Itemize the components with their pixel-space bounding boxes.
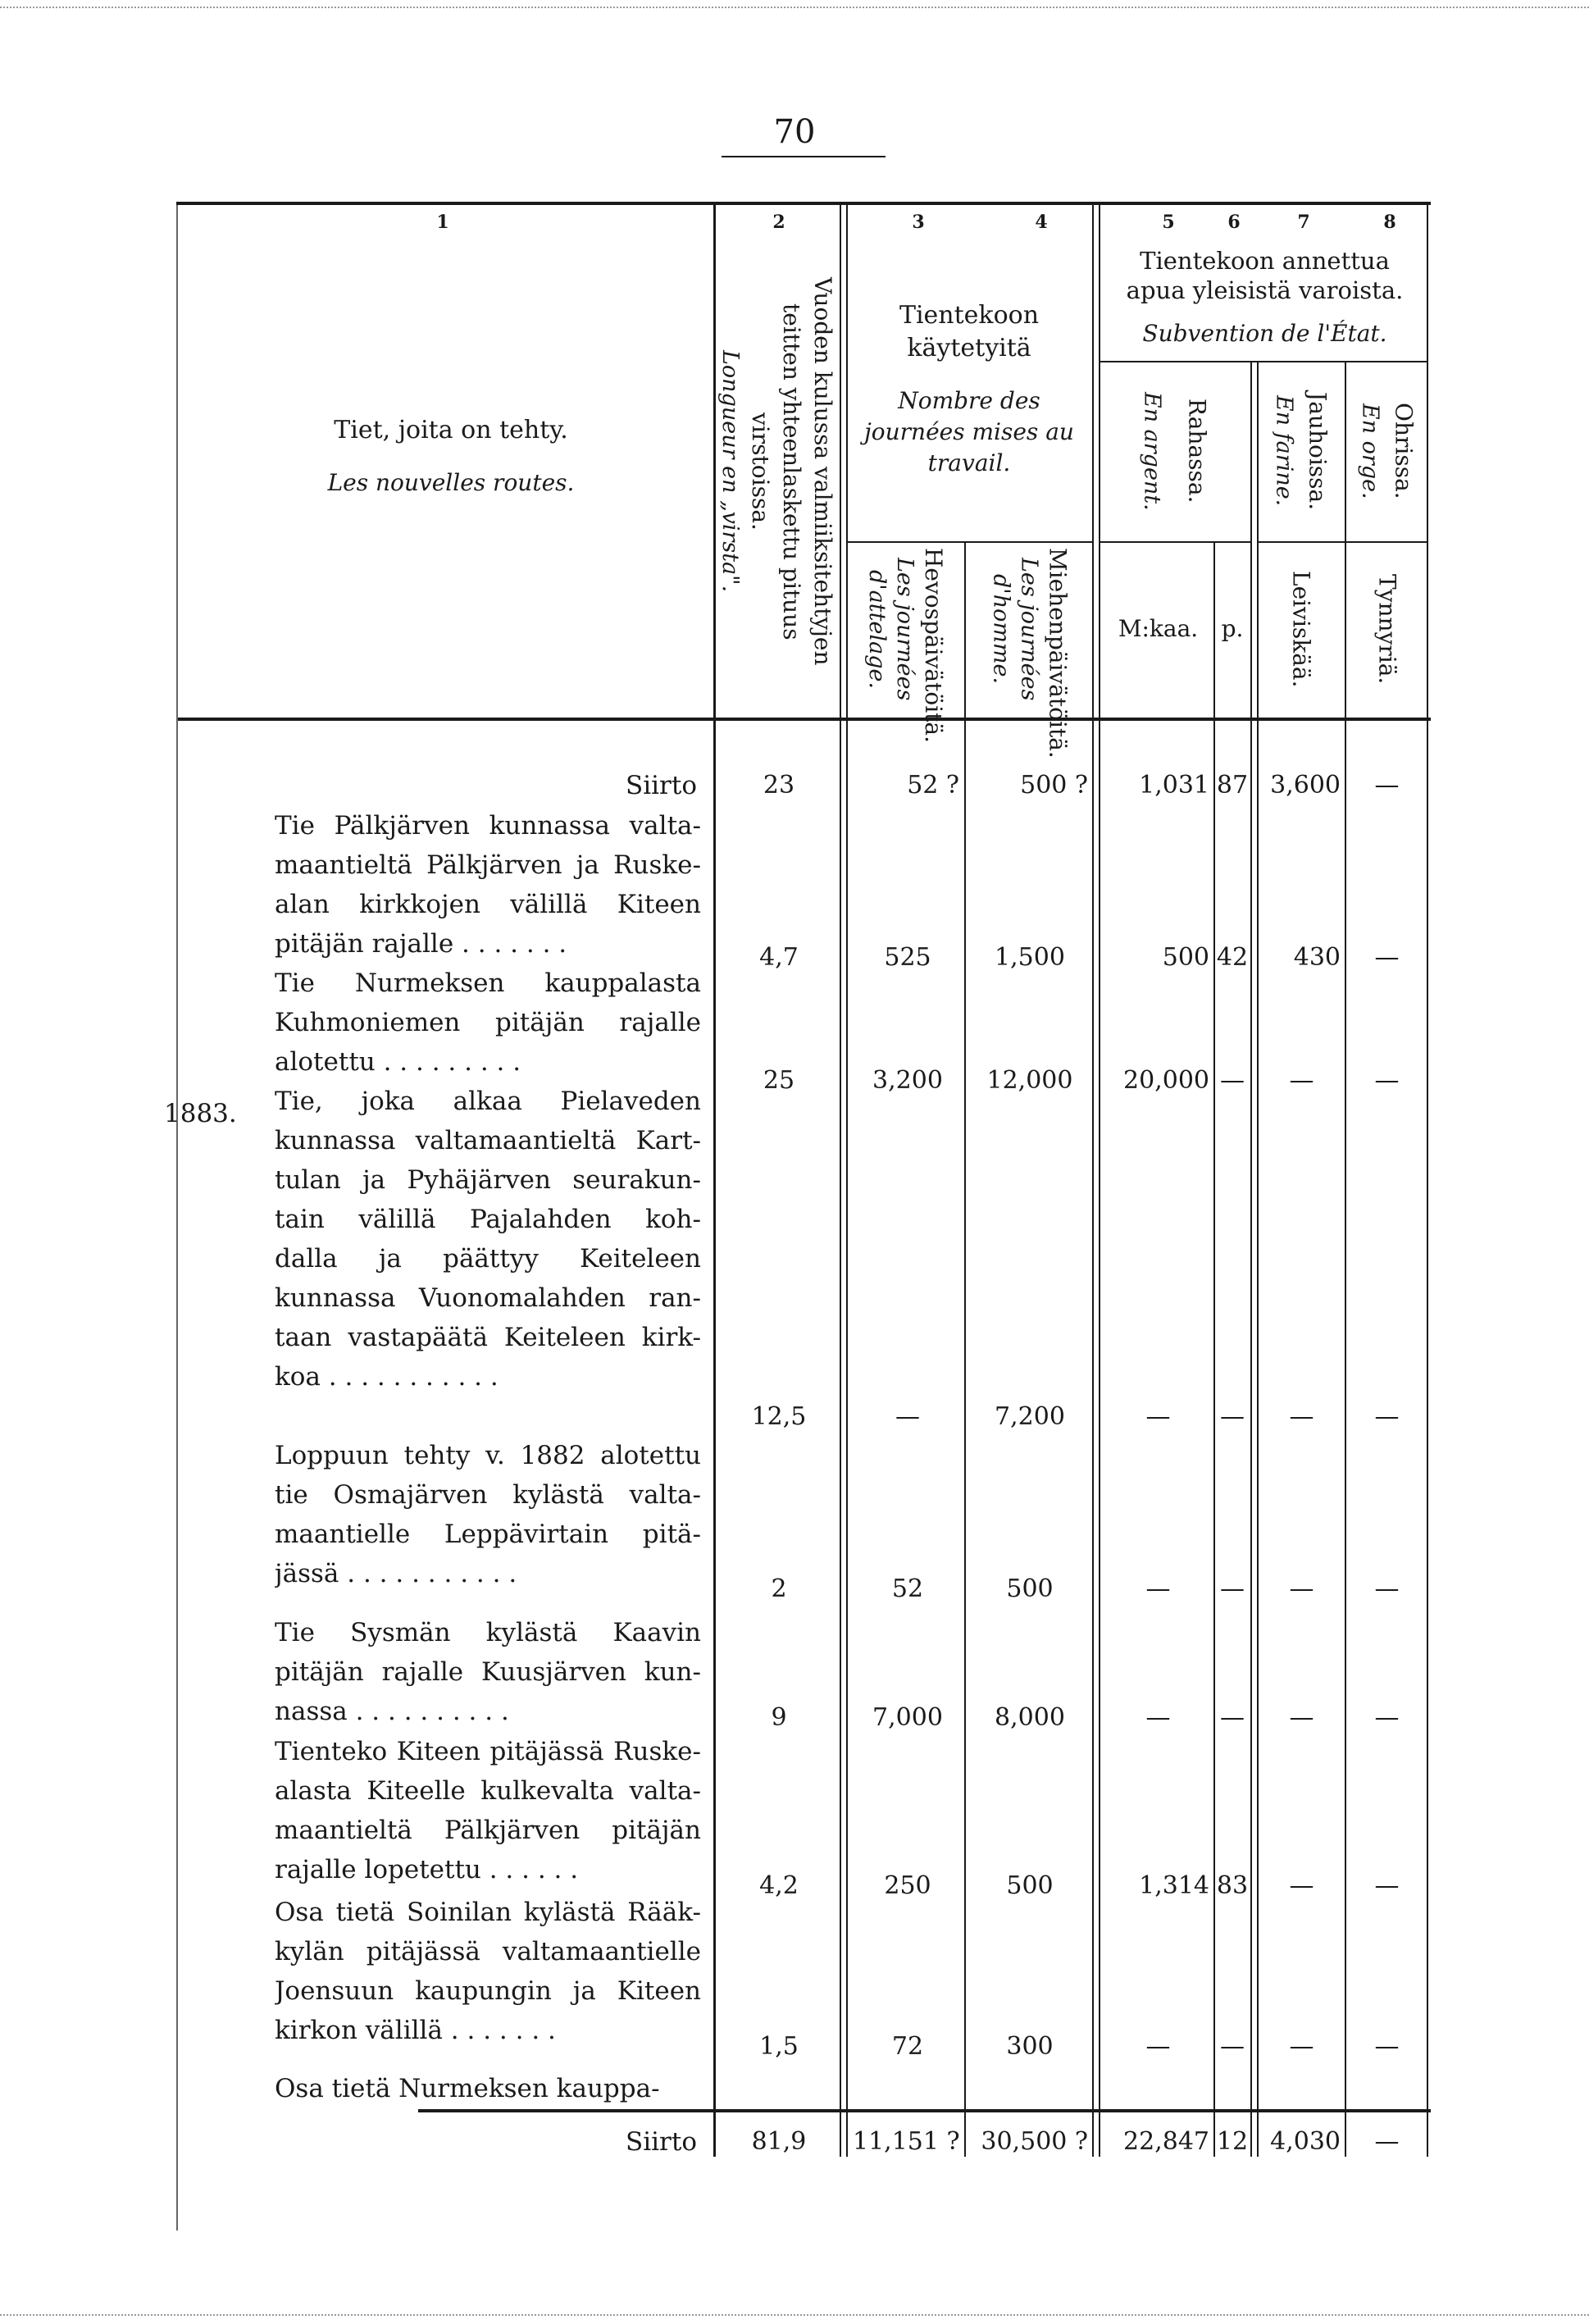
row-7-c6: — xyxy=(1220,2032,1245,2061)
col8-title: Ohrissa. xyxy=(1390,403,1418,499)
row-5-line: pitäjän rajalle Kuusjärven kun- xyxy=(275,1657,701,1687)
col56-title: Rahassa. xyxy=(1183,399,1211,504)
col56-title-fr: En argent. xyxy=(1139,391,1165,511)
row-1-line: pitäjän rajalle . . . . . . . xyxy=(275,929,567,959)
row-1-c7: 430 xyxy=(1293,943,1341,972)
row-4-line: jässä . . . . . . . . . . . xyxy=(275,1559,517,1588)
row-5-c5: — xyxy=(1145,1703,1171,1732)
table-left-edge xyxy=(176,205,178,2231)
col5-unit: M:kaa. xyxy=(1118,615,1199,642)
row-2-c4: 12,000 xyxy=(986,1066,1073,1095)
row-5-c3: 7,000 xyxy=(872,1703,943,1732)
siirto-top-c8: — xyxy=(1374,771,1400,800)
col7-title: Jauhoissa. xyxy=(1304,391,1332,511)
row-6-c7: — xyxy=(1289,1871,1314,1900)
col-number-1: 1 xyxy=(436,212,449,233)
row-1-c6: 42 xyxy=(1216,943,1249,972)
row-1-c2: 4,7 xyxy=(759,943,799,972)
row-7-c2: 1,5 xyxy=(759,2032,799,2061)
col-divider-7-8 xyxy=(1345,361,1346,2157)
row-1-line: alan kirkkojen välillä Kiteen xyxy=(275,890,701,919)
row-3-c3: — xyxy=(895,1402,920,1431)
row-5-line: nassa . . . . . . . . . . xyxy=(275,1697,509,1726)
row-4-c7: — xyxy=(1289,1574,1314,1603)
row-7-description xyxy=(275,1893,701,2050)
col-number-3: 3 xyxy=(912,212,925,233)
siirto-bottom-label: Siirto xyxy=(625,2127,697,2157)
row-4-description xyxy=(275,1436,701,1593)
scan-edge-top xyxy=(0,7,1589,8)
col-number-7: 7 xyxy=(1297,212,1310,233)
table-top-rule xyxy=(176,202,1431,205)
siirto-bottom-c2: 81,9 xyxy=(751,2127,807,2156)
col-divider-6-7a xyxy=(1250,361,1252,2157)
row-3-description xyxy=(275,1082,701,1397)
row-2-c7: — xyxy=(1289,1066,1314,1095)
row-8-description xyxy=(275,2069,701,2108)
col2-title-fr: Longueur en „virsta". xyxy=(717,350,743,593)
scan-edge-bottom xyxy=(0,2314,1589,2316)
row-7-c5: — xyxy=(1145,2032,1171,2061)
col1-title-fr: Les nouvelles routes. xyxy=(327,469,575,496)
col8-unit-wrap xyxy=(1347,545,1427,713)
row-6-line: alasta Kiteelle kulkevalta valta- xyxy=(275,1776,701,1806)
col1-title: Tiet, joita on tehty. xyxy=(334,416,568,444)
row-3-c7: — xyxy=(1289,1402,1314,1431)
col-divider-2-3b xyxy=(846,205,848,2157)
col2-title-line3: virstoissa. xyxy=(747,412,774,531)
row-4-line: tie Osmajärven kylästä valta- xyxy=(275,1480,701,1510)
col8-header xyxy=(1347,365,1427,537)
col2-title-line1: Vuoden kulussa valmiiksitehtyjen xyxy=(809,277,836,666)
row-7-line: Joensuun kaupungin ja Kiteen xyxy=(275,1976,701,2006)
col34-title: Tientekoon käytetyitä xyxy=(899,301,1040,362)
row-1-c3: 525 xyxy=(884,943,931,972)
col6-unit: p. xyxy=(1221,615,1244,642)
row-3-year: 1883. xyxy=(164,1099,237,1128)
row-7-line: kylän pitäjässä valtamaantielle xyxy=(275,1937,701,1966)
row-4-c3: 52 xyxy=(891,1574,924,1603)
col3-title-fr: Les journées d'attelage. xyxy=(864,558,917,701)
siirto-top-c5: 1,031 xyxy=(1139,771,1209,800)
col7-8-sub-rule xyxy=(1257,541,1427,543)
row-5-description xyxy=(275,1613,701,1731)
col8-title-fr: En orge. xyxy=(1357,403,1383,499)
row-2-c6: — xyxy=(1220,1066,1245,1095)
row-4-c4: 500 xyxy=(1006,1574,1054,1603)
col-number-4: 4 xyxy=(1035,212,1048,233)
siirto-bottom-c7: 4,030 xyxy=(1270,2127,1341,2156)
row-7-c8: — xyxy=(1374,2032,1400,2061)
col8-unit: Tynnyriä. xyxy=(1373,574,1401,685)
row-3-c6: — xyxy=(1220,1402,1245,1431)
row-3-line: kunnassa valtamaantieltä Kart- xyxy=(275,1126,701,1155)
col-divider-2-3a xyxy=(840,205,841,2157)
col3-header xyxy=(846,545,964,743)
siirto-top-c3: 52 ? xyxy=(907,771,959,800)
row-2-line: Kuhmoniemen pitäjän rajalle xyxy=(275,1008,701,1037)
row-1-c4: 1,500 xyxy=(995,943,1065,972)
row-3-line: tulan ja Pyhäjärven seurakun- xyxy=(275,1165,701,1195)
row-7-c7: — xyxy=(1289,2032,1314,2061)
siirto-top-c7: 3,600 xyxy=(1270,771,1341,800)
row-3-c4: 7,200 xyxy=(995,1402,1065,1431)
row-3-line: dalla ja päättyy Keiteleen xyxy=(275,1244,701,1274)
row-1-line: Tie Pälkjärven kunnassa valta- xyxy=(275,811,701,841)
col7-title-fr: En farine. xyxy=(1271,395,1297,507)
row-4-c8: — xyxy=(1374,1574,1400,1603)
row-3-c2: 12,5 xyxy=(751,1402,807,1431)
row-3-line: kunnassa Vuonomalahden ran- xyxy=(275,1283,701,1313)
row-1-line: maantieltä Pälkjärven ja Ruske- xyxy=(275,850,701,880)
row-2-description xyxy=(275,964,701,1082)
header-bottom-rule xyxy=(176,718,1431,721)
siirto-top-c6: 87 xyxy=(1216,771,1249,800)
col3-4-sub-rule xyxy=(846,541,1092,543)
row-7-line: kirkon välillä . . . . . . . xyxy=(275,2016,556,2045)
siirto-bottom-c5: 22,847 xyxy=(1123,2127,1209,2156)
row-2-c8: — xyxy=(1374,1066,1400,1095)
col4-header xyxy=(967,545,1092,759)
row-7-line: Osa tietä Soinilan kylästä Rääk- xyxy=(275,1898,701,1927)
col5to8-title-fr: Subvention de l'État. xyxy=(1142,320,1387,347)
col2-title-line2: teitten yhteenlaskettu pituus xyxy=(778,303,805,640)
row-2-line: alotettu . . . . . . . . . xyxy=(275,1047,521,1077)
row-5-c7: — xyxy=(1289,1703,1314,1732)
row-7-c3: 72 xyxy=(891,2032,924,2061)
row-4-c2: 2 xyxy=(771,1574,787,1603)
row-4-line: maantielle Leppävirtain pitä- xyxy=(275,1520,701,1549)
row-2-c3: 3,200 xyxy=(872,1066,943,1095)
row-4-c5: — xyxy=(1145,1574,1171,1603)
row-6-c4: 500 xyxy=(1006,1871,1054,1900)
col5-6-sub-rule xyxy=(1099,541,1250,543)
row-7-c4: 300 xyxy=(1006,2032,1054,2061)
siirto-top-c4: 500 ? xyxy=(1020,771,1088,800)
col-number-5: 5 xyxy=(1162,212,1175,233)
row-5-line: Tie Sysmän kylästä Kaavin xyxy=(275,1618,701,1647)
col34-title-fr: Nombre des journées mises au travail. xyxy=(864,387,1074,476)
table-bottom-rule xyxy=(418,2109,1431,2112)
col-number-6: 6 xyxy=(1227,212,1241,233)
col-number-8: 8 xyxy=(1383,212,1396,233)
row-6-c2: 4,2 xyxy=(759,1871,799,1900)
row-6-c5: 1,314 xyxy=(1139,1871,1209,1900)
row-5-c4: 8,000 xyxy=(995,1703,1065,1732)
siirto-top-c2: 23 xyxy=(763,771,795,800)
row-6-line: maantieltä Pälkjärven pitäjän xyxy=(275,1816,701,1845)
siirto-bottom-c3: 11,151 ? xyxy=(853,2127,960,2156)
row-6-description xyxy=(275,1732,701,1889)
row-5-c6: — xyxy=(1220,1703,1245,1732)
row-1-c5: 500 xyxy=(1162,943,1209,972)
row-3-line: tain välillä Pajalahden koh- xyxy=(275,1205,701,1234)
row-1-c8: — xyxy=(1374,943,1400,972)
col4-title-fr: Les journées d'homme. xyxy=(988,558,1042,701)
row-5-c2: 9 xyxy=(771,1703,787,1732)
row-3-c5: — xyxy=(1145,1402,1171,1431)
col5to8-title: Tientekoon annettua apua yleisistä varoista. xyxy=(1126,247,1404,304)
row-6-line: Tienteko Kiteen pitäjässä Ruske- xyxy=(275,1737,701,1766)
col2-header xyxy=(713,230,840,713)
siirto-bottom-c8: — xyxy=(1374,2127,1400,2156)
row-6-c6: 83 xyxy=(1216,1871,1249,1900)
row-4-line: Loppuun tehty v. 1882 alotettu xyxy=(275,1441,701,1470)
col-divider-4-5a xyxy=(1092,205,1094,2157)
col-number-2: 2 xyxy=(772,212,785,233)
row-4-c6: — xyxy=(1220,1574,1245,1603)
col3-title: Hevospäivätöitä. xyxy=(920,547,947,743)
col4-title: Miehenpäivätöitä. xyxy=(1044,547,1072,759)
row-6-c3: 250 xyxy=(884,1871,931,1900)
page-number-rule xyxy=(722,156,886,157)
row-3-line: koa . . . . . . . . . . . xyxy=(275,1362,499,1392)
row-3-line: taan vastapäätä Keiteleen kirk- xyxy=(275,1323,701,1352)
col7-unit-wrap xyxy=(1257,545,1345,713)
row-2-c5: 20,000 xyxy=(1123,1066,1209,1095)
row-3-c8: — xyxy=(1374,1402,1400,1431)
col-divider-3-4 xyxy=(964,541,966,2157)
row-8-line: Osa tietä Nurmeksen kauppa- xyxy=(275,2074,660,2103)
row-6-line: rajalle lopetettu . . . . . . xyxy=(275,1855,579,1884)
row-5-c8: — xyxy=(1374,1703,1400,1732)
col7-unit: Leiviskää. xyxy=(1287,571,1315,688)
siirto-bottom-c6: 12 xyxy=(1216,2127,1249,2156)
row-2-line: Tie Nurmeksen kauppalasta xyxy=(275,968,701,998)
col56-header xyxy=(1099,365,1250,537)
row-6-c8: — xyxy=(1374,1871,1400,1900)
row-2-c2: 25 xyxy=(763,1066,795,1095)
table-right-edge xyxy=(1427,205,1428,2157)
siirto-bottom-c4: 30,500 ? xyxy=(981,2127,1088,2156)
siirto-top-label: Siirto xyxy=(625,771,697,800)
row-3-line: Tie, joka alkaa Pielaveden xyxy=(275,1087,701,1116)
col7-header xyxy=(1257,365,1345,537)
row-1-description xyxy=(275,806,701,964)
col5-8-sub-rule xyxy=(1099,361,1427,362)
page-number: 70 xyxy=(773,113,816,151)
